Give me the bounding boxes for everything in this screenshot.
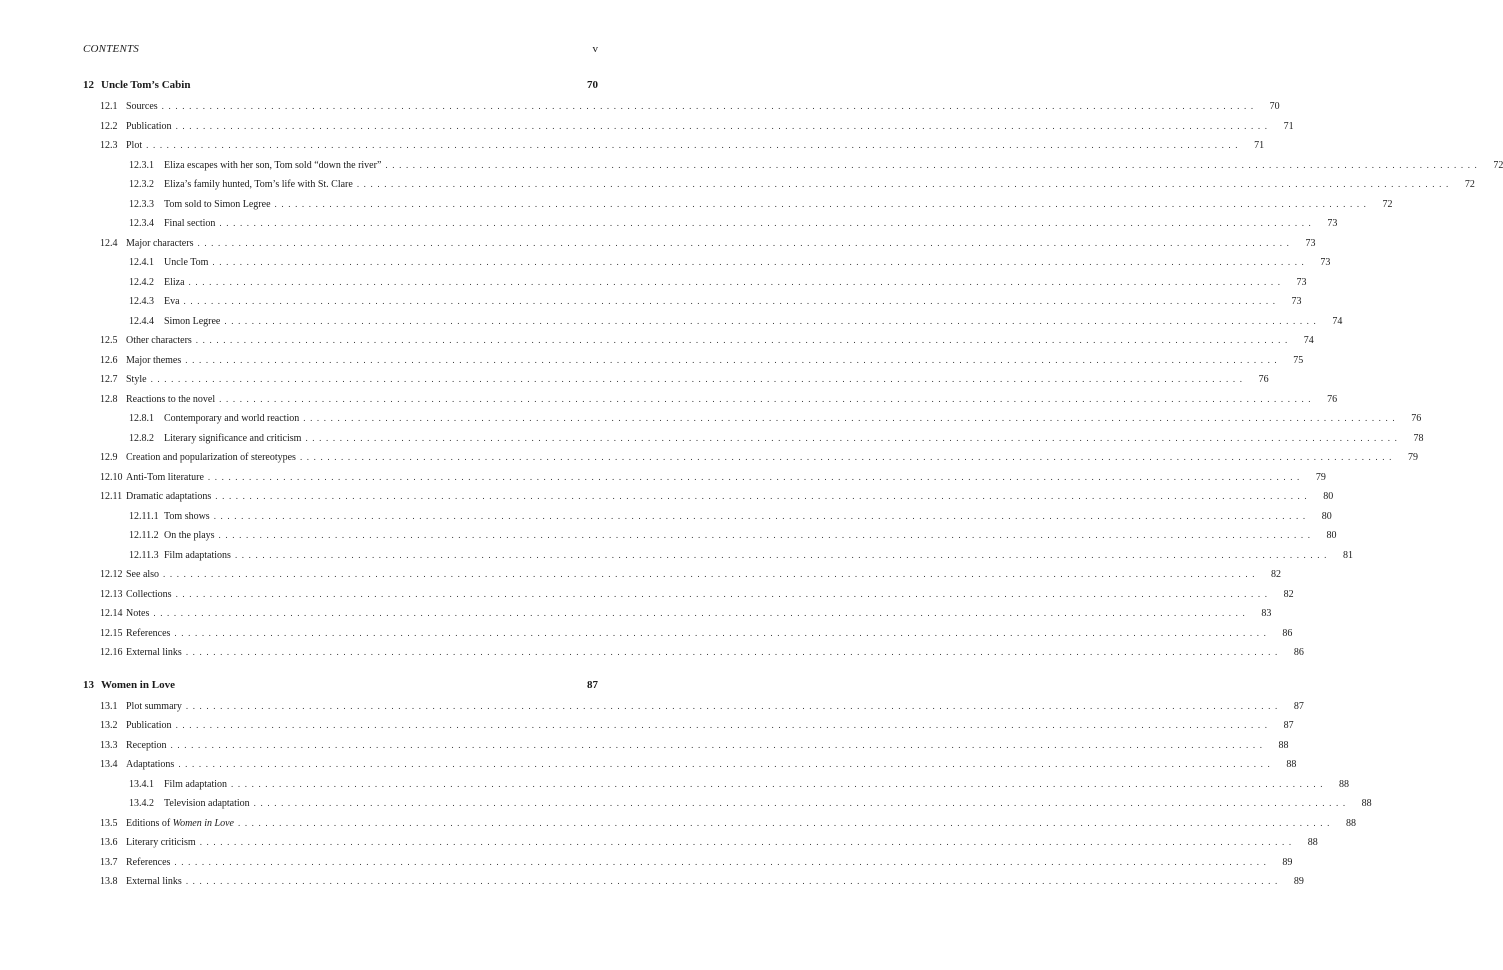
- toc-entry[interactable]: [83, 720, 1294, 740]
- entry-page: 79: [1315, 471, 1326, 483]
- entry-title-text: Plot summary: [126, 700, 182, 712]
- entry-title-text: Reception: [126, 739, 167, 751]
- leader-dots: ................................................................................................................................................................: [185, 647, 1282, 657]
- leader-dots: ................................................................................................................................................................: [163, 569, 1260, 579]
- leader-dots: ................................................................................................................................................................: [183, 296, 1280, 306]
- entry-title: [126, 608, 153, 619]
- entry-title-text: Simon Legree: [164, 315, 221, 327]
- leader-dots: ................................................................................................................................................................: [199, 837, 1296, 847]
- entry-page: 80: [1321, 510, 1332, 522]
- entry-page: 73: [1296, 276, 1307, 288]
- entry-page: 88: [1361, 798, 1372, 809]
- leader-dots: ................................................................................................................................................................: [185, 876, 1282, 886]
- entry-page: 73: [1305, 237, 1316, 249]
- entry-number: 12.11: [100, 491, 123, 502]
- entry-title-text: Notes: [126, 608, 150, 619]
- leader-dots: ................................................................................................................................................................: [150, 374, 1247, 384]
- entry-number: 12.11.3: [129, 549, 159, 561]
- entry-title-text: Contemporary and world reaction: [164, 413, 300, 424]
- toc-entry[interactable]: [83, 817, 1356, 838]
- toc-entry[interactable]: [83, 452, 1418, 472]
- entry-title-text: Plot: [126, 140, 143, 151]
- toc-entry[interactable]: [83, 569, 1282, 589]
- entry-title: [164, 218, 219, 229]
- toc-entry[interactable]: [83, 393, 1338, 414]
- entry-number: 12.16: [100, 647, 123, 658]
- entry-number: 12.4: [100, 237, 118, 249]
- entry-number: 12.12: [100, 569, 123, 580]
- entry-number: 12.2: [100, 120, 118, 132]
- entry-title: [164, 413, 303, 424]
- toc-entry[interactable]: [83, 739, 1289, 760]
- entry-number: 12.14: [100, 608, 123, 619]
- entry-title: [164, 199, 275, 210]
- entry-page: 71: [1283, 120, 1294, 132]
- entry-title-text: Creation and popularization of stereotypes: [126, 452, 296, 463]
- entry-title-text: Uncle Tom: [164, 257, 209, 268]
- entry-page: 76: [1258, 374, 1269, 385]
- toc-entry[interactable]: [83, 101, 1280, 121]
- toc-entry[interactable]: [83, 798, 1372, 818]
- entry-title-text: References: [126, 856, 171, 868]
- entry-title: [126, 759, 178, 770]
- leader-dots: ................................................................................................................................................................: [146, 140, 1243, 150]
- leader-dots: ................................................................................................................................................................: [185, 700, 1282, 711]
- entry-title: [126, 857, 174, 868]
- toc-entry[interactable]: [83, 296, 1302, 316]
- chapter-title: Uncle Tom’s Cabin: [101, 79, 191, 91]
- entry-title: [126, 818, 238, 829]
- entry-title: [164, 530, 219, 541]
- toc-entry[interactable]: [83, 179, 1475, 199]
- entry-page: 89: [1282, 856, 1293, 868]
- entry-title-text: Reactions to the novel: [126, 393, 216, 405]
- toc-entry[interactable]: [83, 140, 1265, 160]
- entry-page: 88: [1345, 817, 1356, 829]
- toc-entry[interactable]: [83, 374, 1269, 394]
- entry-title-text: Eliza escapes with her son, Tom sold “down the river”: [164, 159, 382, 171]
- entry-number: 13.6: [100, 837, 118, 848]
- toc-entry[interactable]: [83, 257, 1331, 277]
- leader-dots: ................................................................................................................................................................: [237, 817, 1334, 828]
- leader-dots: ................................................................................................................................................................: [212, 257, 1309, 267]
- chapter-number: 12: [83, 79, 94, 91]
- entry-title-text: Editions of: [126, 817, 171, 829]
- leader-dots: ................................................................................................................................................................: [174, 856, 1271, 867]
- entry-page: 76: [1411, 413, 1422, 424]
- entry-number: 12.8.2: [129, 432, 154, 444]
- toc-entry[interactable]: [83, 837, 1318, 857]
- table-of-contents: [83, 79, 1503, 896]
- entry-title-text: Literary significance and criticism: [164, 432, 302, 444]
- leader-dots: ................................................................................................................................................................: [231, 778, 1328, 789]
- entry-title-text: Major characters: [126, 237, 194, 249]
- leader-dots: ................................................................................................................................................................: [188, 276, 1285, 287]
- entry-title: [126, 472, 208, 483]
- toc-entry[interactable]: [83, 510, 1332, 531]
- entry-title: [126, 647, 186, 658]
- entry-number: 12.4.2: [129, 276, 154, 288]
- entry-title: [126, 355, 185, 366]
- entry-title-text: Dramatic adaptations: [126, 491, 212, 502]
- toc-entry[interactable]: [83, 759, 1297, 779]
- entry-page: 78: [1413, 432, 1424, 444]
- entry-number: 13.2: [100, 720, 118, 731]
- toc-entry[interactable]: [83, 647, 1304, 667]
- entry-title: [164, 257, 212, 268]
- entry-number: 12.4.1: [129, 257, 154, 268]
- entry-title: [164, 433, 305, 444]
- chapter-title: Women in Love: [101, 678, 175, 691]
- entry-title-text: On the plays: [164, 530, 215, 541]
- leader-dots: ................................................................................................................................................................: [195, 335, 1292, 345]
- entry-title: [164, 277, 189, 288]
- toc-entry[interactable]: [83, 315, 1343, 336]
- entry-title-text: Publication: [126, 120, 172, 132]
- leader-dots: ................................................................................................................................................................: [224, 315, 1321, 326]
- entry-title: [126, 140, 146, 151]
- toc-entry[interactable]: [83, 432, 1424, 453]
- entry-number: 12.3.1: [129, 159, 154, 171]
- entry-page: 83: [1261, 608, 1272, 619]
- entry-number: 12.3.3: [129, 198, 154, 210]
- entry-title: [164, 179, 357, 190]
- entry-title-text: External links: [126, 876, 182, 887]
- entry-title-text: See also: [126, 569, 160, 580]
- entry-title: [126, 335, 196, 346]
- entry-title-text: Anti-Tom literature: [126, 471, 204, 483]
- toc-entry[interactable]: [83, 237, 1316, 258]
- entry-number: 12.3.4: [129, 218, 154, 229]
- leader-dots: ................................................................................................................................................................: [303, 413, 1400, 423]
- leader-dots: ................................................................................................................................................................: [218, 530, 1315, 540]
- leader-dots: ................................................................................................................................................................: [234, 549, 1331, 560]
- entry-page: 70: [1269, 101, 1280, 112]
- entry-number: 12.13: [100, 588, 123, 600]
- entry-title: [126, 491, 215, 502]
- leader-dots: ................................................................................................................................................................: [215, 491, 1312, 501]
- entry-title: [164, 798, 254, 809]
- entry-number: 13.3: [100, 739, 118, 751]
- entry-number: 12.15: [100, 627, 123, 639]
- entry-title-text: Television adaptation: [164, 798, 250, 809]
- entry-page: 72: [1464, 179, 1475, 190]
- entry-number: 12.6: [100, 354, 118, 366]
- entry-title: [126, 452, 300, 463]
- entry-page: 82: [1283, 588, 1294, 600]
- entry-title: [126, 628, 174, 639]
- chapter-page: 87: [587, 678, 598, 691]
- toc-entry[interactable]: [83, 218, 1338, 238]
- entry-number: 12.1: [100, 101, 118, 112]
- entry-number: 13.7: [100, 856, 118, 868]
- entry-page: 76: [1327, 393, 1338, 405]
- entry-title-text: Tom sold to Simon Legree: [164, 198, 271, 210]
- entry-title-text: Final section: [164, 218, 216, 229]
- entry-page: 81: [1342, 549, 1353, 561]
- toc-entry[interactable]: [83, 471, 1326, 492]
- entry-title: [126, 394, 219, 405]
- leader-dots: ................................................................................................................................................................: [170, 739, 1267, 750]
- entry-title-text: Major themes: [126, 354, 182, 366]
- leader-dots: ................................................................................................................................................................: [153, 608, 1250, 618]
- entry-number: 12.3: [100, 140, 118, 151]
- entry-page: 73: [1291, 296, 1302, 307]
- leader-dots: ................................................................................................................................................................: [219, 218, 1316, 228]
- leader-dots: ................................................................................................................................................................: [161, 101, 1258, 111]
- entry-number: 13.4.1: [129, 778, 154, 790]
- entry-number: 12.8: [100, 393, 118, 405]
- entry-title: [126, 238, 197, 249]
- entry-title: [126, 121, 176, 132]
- entry-title-text: Film adaptations: [164, 549, 231, 561]
- entry-title-text: External links: [126, 647, 182, 658]
- entry-number: 13.5: [100, 817, 118, 829]
- entry-page: 88: [1278, 739, 1289, 751]
- toc-entry[interactable]: [83, 627, 1293, 648]
- entry-number: 12.3.2: [129, 179, 154, 190]
- entry-title: [126, 569, 163, 580]
- entry-title: [126, 101, 162, 112]
- toc-entry[interactable]: [83, 413, 1422, 433]
- leader-dots: ................................................................................................................................................................: [207, 471, 1304, 482]
- entry-title-text: Other characters: [126, 335, 192, 346]
- toc-entry[interactable]: [83, 198, 1393, 219]
- entry-page: 86: [1282, 627, 1293, 639]
- entry-title: [126, 876, 186, 887]
- toc-entry[interactable]: [83, 876, 1304, 896]
- entry-number: 13.4: [100, 759, 118, 770]
- leader-dots: ................................................................................................................................................................: [174, 627, 1271, 638]
- entry-title: [164, 296, 184, 307]
- entry-title: [164, 511, 214, 522]
- leader-dots: ................................................................................................................................................................: [305, 432, 1402, 443]
- entry-page: 74: [1303, 335, 1314, 346]
- leader-dots: ................................................................................................................................................................: [197, 237, 1294, 248]
- entry-number: 12.11.2: [129, 530, 159, 541]
- leader-dots: ................................................................................................................................................................: [274, 198, 1371, 209]
- leader-dots: ................................................................................................................................................................: [356, 179, 1453, 189]
- entry-number: 12.5: [100, 335, 118, 346]
- toc-entry[interactable]: [83, 530, 1337, 550]
- entry-page: 88: [1307, 837, 1318, 848]
- entry-title: [164, 316, 224, 327]
- entry-number: 12.11.1: [129, 510, 159, 522]
- entry-title-text: Collections: [126, 588, 172, 600]
- entry-page: 75: [1293, 354, 1304, 366]
- entry-page: 87: [1293, 700, 1304, 712]
- entry-page: 74: [1332, 315, 1343, 327]
- entry-title: [164, 550, 235, 561]
- entry-page: 79: [1407, 452, 1418, 463]
- entry-page: 82: [1271, 569, 1282, 580]
- entry-number: 12.9: [100, 452, 118, 463]
- entry-title: [126, 837, 200, 848]
- entry-title: [164, 779, 231, 790]
- running-head-title: CONTENTS: [83, 43, 140, 55]
- entry-page: 73: [1327, 218, 1338, 229]
- entry-title-text: Adaptations: [126, 759, 175, 770]
- entry-number: 13.1: [100, 700, 118, 712]
- entry-page: 88: [1286, 759, 1297, 770]
- toc-entry[interactable]: [83, 608, 1272, 628]
- toc-entry[interactable]: [83, 120, 1294, 141]
- entry-page: 72: [1382, 198, 1393, 210]
- entry-number: 12.4.3: [129, 296, 154, 307]
- entry-page: 86: [1293, 647, 1304, 658]
- leader-dots: ................................................................................................................................................................: [299, 452, 1396, 462]
- entry-title-text: Tom shows: [164, 510, 210, 522]
- toc-entry[interactable]: [83, 778, 1350, 799]
- toc-entry[interactable]: [83, 354, 1304, 375]
- entry-page: 89: [1293, 876, 1304, 887]
- entry-page: 73: [1320, 257, 1331, 268]
- entry-number: 12.10: [100, 471, 123, 483]
- entry-page: 87: [1283, 720, 1294, 731]
- entry-number: 12.8.1: [129, 413, 154, 424]
- entry-title-text: Literary criticism: [126, 837, 196, 848]
- entry-page: 72: [1493, 159, 1503, 171]
- chapter-gap: [83, 667, 598, 679]
- entry-page: 88: [1339, 778, 1350, 790]
- toc-entry[interactable]: [83, 856, 1293, 877]
- leader-dots: ................................................................................................................................................................: [178, 759, 1275, 769]
- entry-title: [164, 160, 385, 171]
- toc-entry[interactable]: [83, 549, 1353, 570]
- entry-number: 12.7: [100, 374, 118, 385]
- running-head: [83, 43, 598, 55]
- entry-title-text: Eliza’s family hunted, Tom’s life with St. Clare: [164, 179, 353, 190]
- entry-title-text: Publication: [126, 720, 172, 731]
- toc-entry[interactable]: [83, 159, 1503, 180]
- toc-entry[interactable]: [83, 700, 1304, 721]
- entry-title-text: References: [126, 627, 171, 639]
- entry-number: 13.4.2: [129, 798, 154, 809]
- running-head-page-number: v: [592, 43, 598, 55]
- entry-title: [126, 720, 176, 731]
- leader-dots: ................................................................................................................................................................: [253, 798, 1350, 808]
- entry-title-text: Eva: [164, 296, 180, 307]
- toc-entry[interactable]: [83, 588, 1294, 609]
- entry-title: [126, 589, 176, 600]
- entry-title-italic: Women in Love: [172, 817, 234, 829]
- entry-page: 80: [1326, 530, 1337, 541]
- entry-page: 71: [1254, 140, 1265, 151]
- chapter-heading[interactable]: [83, 79, 598, 101]
- leader-dots: ................................................................................................................................................................: [385, 159, 1482, 170]
- toc-entry[interactable]: [83, 276, 1307, 297]
- entry-title: [126, 374, 151, 385]
- leader-dots: ................................................................................................................................................................: [175, 120, 1272, 131]
- leader-dots: ................................................................................................................................................................: [219, 393, 1316, 404]
- entry-number: 13.8: [100, 876, 118, 887]
- chapter-heading[interactable]: [83, 679, 598, 701]
- entry-title-text: Film adaptation: [164, 778, 228, 790]
- entry-page: 80: [1323, 491, 1334, 502]
- leader-dots: ................................................................................................................................................................: [175, 720, 1272, 730]
- chapter-number: 13: [83, 678, 94, 691]
- chapter-page: 70: [587, 79, 598, 91]
- entry-title-text: Style: [126, 374, 147, 385]
- toc-entry[interactable]: [83, 335, 1314, 355]
- entry-title: [126, 701, 186, 712]
- entry-title-text: Eliza: [164, 276, 185, 288]
- entry-title-text: Sources: [126, 101, 158, 112]
- entry-number: 12.4.4: [129, 315, 154, 327]
- leader-dots: ................................................................................................................................................................: [175, 588, 1272, 599]
- toc-entry[interactable]: [83, 491, 1334, 511]
- leader-dots: ................................................................................................................................................................: [213, 510, 1310, 521]
- entry-title: [126, 740, 171, 751]
- leader-dots: ................................................................................................................................................................: [185, 354, 1282, 365]
